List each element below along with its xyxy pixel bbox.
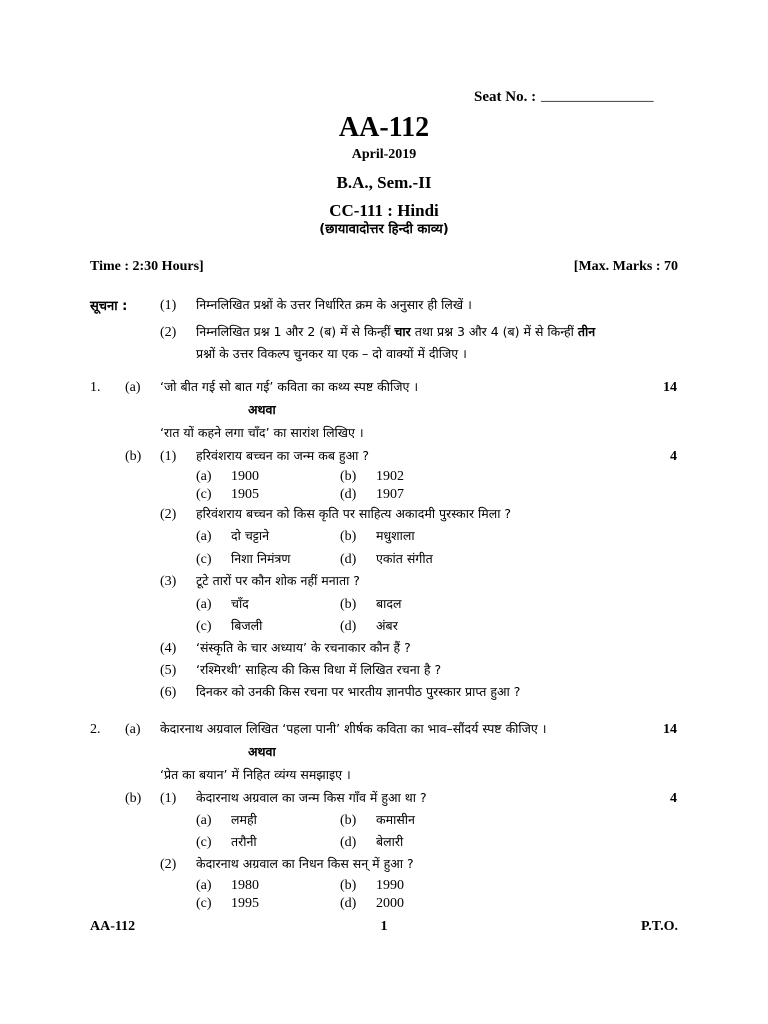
option-label: (c) — [196, 835, 212, 850]
option-value: 1980 — [231, 878, 259, 893]
instruction-number: (2) — [160, 325, 177, 340]
option-value: 1905 — [231, 487, 259, 502]
instruction-text-part: निम्नलिखित प्रश्न 1 और 2 (ब) में से किन्हीं — [196, 324, 395, 339]
option-label: (c) — [196, 896, 212, 911]
sub-question-number: (3) — [160, 574, 177, 589]
sub-question-number: (1) — [160, 791, 177, 806]
option-value: लमही — [231, 812, 257, 827]
option-label: (a) — [196, 529, 212, 544]
option-label: (c) — [196, 487, 212, 502]
sub-question-number: (2) — [160, 857, 177, 872]
sub-question-number: (1) — [160, 449, 177, 464]
sub-question-text: केदारनाथ अग्रवाल का निधन किस सन् में हुआ ? — [196, 856, 414, 871]
question-marks: 14 — [663, 380, 677, 395]
paper-title: CC-111 : Hindi — [329, 201, 439, 220]
option-label: (d) — [340, 487, 357, 502]
option-value: मधुशाला — [376, 528, 415, 543]
time-allowed: Time : 2:30 Hours] — [90, 259, 204, 274]
question-marks: 4 — [670, 449, 677, 464]
question-number: 1. — [90, 380, 101, 395]
sub-question-text: हरिवंशराय बच्चन को किस कृति पर साहित्य अकादमी पुरस्कार मिला ? — [196, 506, 512, 521]
question-text: ‘रात यों कहने लगा चाँद’ का सारांश लिखिए । — [160, 425, 364, 440]
sub-question-number: (2) — [160, 507, 177, 522]
option-label: (b) — [340, 529, 357, 544]
part-label: (a) — [125, 722, 141, 737]
option-label: (b) — [340, 469, 357, 484]
part-label: (a) — [125, 380, 141, 395]
option-label: (d) — [340, 619, 357, 634]
option-value: तरौनी — [231, 834, 257, 849]
instruction-text — [196, 326, 595, 339]
seat-number-label: Seat No. : — [474, 89, 537, 105]
sub-question-number: (5) — [160, 663, 177, 678]
instruction-emphasis: चार — [394, 324, 411, 339]
page-number: 1 — [380, 919, 388, 934]
sub-question-text: टूटे तारों पर कौन शोक नहीं मनाता ? — [196, 573, 360, 588]
option-value: 1995 — [231, 896, 259, 911]
option-label: (d) — [340, 896, 357, 911]
option-value: बेलारी — [376, 834, 404, 849]
option-value: निशा निमंत्रण — [231, 551, 291, 566]
sub-question-text: केदारनाथ अग्रवाल का जन्म किस गाँव में हुआ था ? — [196, 790, 427, 805]
option-label: (d) — [340, 552, 357, 567]
sub-question-text: दिनकर को उनकी किस रचना पर भारतीय ज्ञानपीठ पुरस्कार प्राप्त हुआ ? — [196, 684, 521, 699]
exam-month: April-2019 — [351, 147, 417, 162]
paper-subtitle: (छायावादोत्तर हिन्दी काव्य) — [319, 222, 449, 237]
question-text: ‘प्रेत का बयान’ में निहित व्यंग्य समझाइए । — [160, 767, 351, 782]
option-label: (a) — [196, 813, 212, 828]
option-value: चाँद — [231, 596, 249, 611]
option-value: अंबर — [376, 618, 398, 633]
option-label: (a) — [196, 469, 212, 484]
please-turn-over: P.T.O. — [641, 919, 678, 934]
option-label: (b) — [340, 597, 357, 612]
question-marks: 4 — [670, 791, 677, 806]
question-text: केदारनाथ अग्रवाल लिखित ‘पहला पानी’ शीर्षक कविता का भाव–सौंदर्य स्पष्ट कीजिए । — [160, 721, 547, 736]
footer-paper-code: AA-112 — [90, 919, 136, 934]
question-text: ‘जो बीत गई सो बात गई’ कविता का कथ्य स्पष्ट कीजिए । — [160, 379, 419, 394]
seat-number-blank: _______________ — [541, 88, 654, 104]
instruction-text-part: तथा प्रश्न 3 और 4 (ब) में से किन्हीं — [410, 324, 578, 339]
option-value: बादल — [376, 596, 402, 611]
option-value: बिजली — [231, 618, 263, 633]
instructions-label: सूचना : — [90, 299, 128, 314]
option-label: (d) — [340, 835, 357, 850]
instruction-text: प्रश्नों के उत्तर विकल्प चुनकर या एक – दो वाक्यों में दीजिए । — [196, 346, 467, 361]
option-value: 1990 — [376, 878, 404, 893]
or-separator: अथवा — [248, 744, 276, 759]
question-marks: 14 — [663, 722, 677, 737]
option-label: (b) — [340, 878, 357, 893]
option-value: कमासीन — [376, 812, 415, 827]
instruction-text: निम्नलिखित प्रश्नों के उत्तर निर्धारित क्रम के अनुसार ही लिखें । — [196, 297, 472, 312]
instruction-number: (1) — [160, 298, 177, 313]
option-label: (a) — [196, 597, 212, 612]
option-label: (a) — [196, 878, 212, 893]
option-value: 1902 — [376, 469, 404, 484]
paper-code: AA-112 — [338, 112, 430, 143]
option-label: (b) — [340, 813, 357, 828]
option-value: एकांत संगीत — [376, 551, 433, 566]
part-label: (b) — [125, 791, 142, 806]
max-marks: [Max. Marks : 70 — [573, 259, 678, 274]
option-value: दो चट्टाने — [231, 528, 270, 543]
sub-question-number: (6) — [160, 685, 177, 700]
sub-question-text: हरिवंशराय बच्चन का जन्म कब हुआ ? — [196, 448, 369, 463]
course-name: B.A., Sem.-II — [336, 173, 432, 192]
instruction-emphasis: तीन — [577, 324, 596, 339]
question-number: 2. — [90, 722, 101, 737]
option-label: (c) — [196, 619, 212, 634]
option-value: 2000 — [376, 896, 404, 911]
option-value: 1900 — [231, 469, 259, 484]
option-label: (c) — [196, 552, 212, 567]
option-value: 1907 — [376, 487, 404, 502]
sub-question-text: ‘रश्मिरथी’ साहित्य की किस विधा में लिखित रचना है ? — [196, 662, 442, 677]
sub-question-number: (4) — [160, 641, 177, 656]
part-label: (b) — [125, 449, 142, 464]
sub-question-text: ‘संस्कृति के चार अध्याय’ के रचनाकार कौन हैं ? — [196, 640, 411, 655]
or-separator: अथवा — [248, 402, 276, 417]
